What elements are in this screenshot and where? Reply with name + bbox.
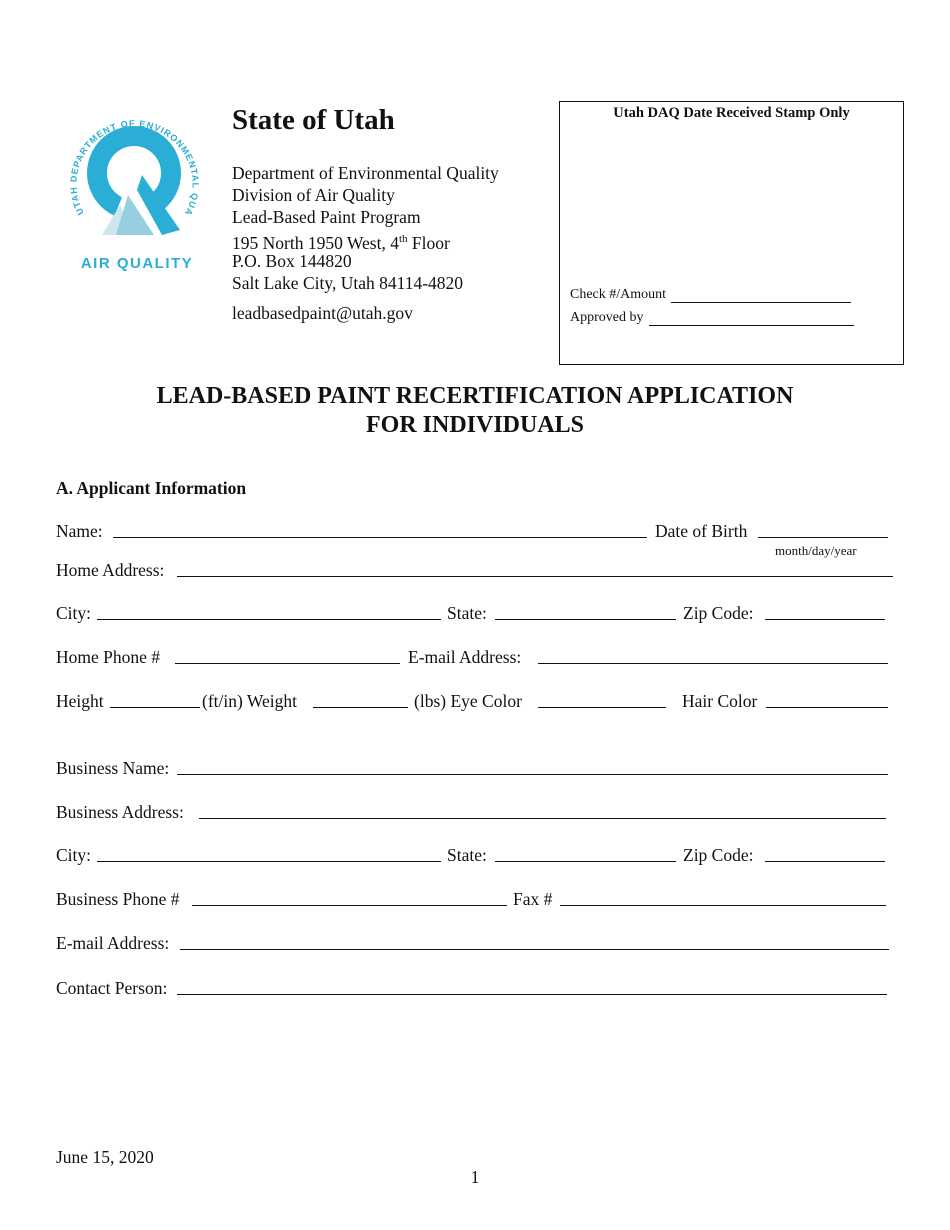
- approved-by-label: Approved by: [570, 310, 644, 325]
- city-field[interactable]: [97, 603, 441, 620]
- business-address-field[interactable]: [199, 802, 886, 819]
- air-quality-logo-icon: [62, 95, 207, 255]
- address-line: Division of Air Quality: [232, 185, 395, 205]
- business-city-label: City:: [56, 845, 92, 865]
- fax-field[interactable]: [560, 889, 886, 906]
- weight-label: (ft/in) Weight: [202, 691, 297, 711]
- address-line: Salt Lake City, Utah 84114-4820: [232, 273, 464, 293]
- business-address-label: Business Address:: [56, 802, 184, 822]
- dob-hint: month/day/year: [775, 543, 857, 558]
- height-label: Height: [56, 691, 104, 711]
- address-line: P.O. Box 144820: [232, 251, 352, 271]
- stamp-box: [559, 101, 904, 365]
- fax-label: Fax #: [513, 889, 553, 909]
- business-phone-field[interactable]: [192, 889, 507, 906]
- program-email: leadbasedpaint@utah.gov: [232, 303, 413, 323]
- business-state-field[interactable]: [495, 845, 676, 862]
- eye-color-field[interactable]: [538, 691, 666, 708]
- contact-person-label: Contact Person:: [56, 978, 168, 998]
- home-address-label: Home Address:: [56, 560, 165, 580]
- zip-field[interactable]: [765, 603, 885, 620]
- check-amount-field[interactable]: [671, 289, 851, 303]
- daq-logo: [62, 95, 207, 285]
- check-amount-label: Check #/Amount: [570, 287, 667, 302]
- dob-field[interactable]: [758, 521, 888, 538]
- revision-date: June 15, 2020: [56, 1147, 154, 1167]
- home-address-field[interactable]: [177, 560, 893, 577]
- state-field[interactable]: [495, 603, 676, 620]
- contact-person-field[interactable]: [177, 978, 887, 995]
- logo-caption: AIR QUALITY: [80, 255, 194, 272]
- home-phone-label: Home Phone #: [56, 647, 161, 667]
- city-label: City:: [56, 603, 92, 623]
- section-heading: A. Applicant Information: [56, 478, 247, 498]
- address-line: 195 North 1950 West, 4th Floor: [232, 232, 450, 253]
- hair-color-field[interactable]: [766, 691, 888, 708]
- state-heading: State of Utah: [232, 104, 395, 136]
- height-field[interactable]: [110, 691, 200, 708]
- name-field[interactable]: [113, 521, 647, 538]
- hair-color-label: Hair Color: [682, 691, 758, 711]
- business-email-label: E-mail Address:: [56, 933, 170, 953]
- approved-by-field[interactable]: [649, 312, 854, 326]
- business-name-label: Business Name:: [56, 758, 170, 778]
- dob-label: Date of Birth: [655, 521, 748, 541]
- page-number: 1: [470, 1167, 480, 1187]
- address-line: Department of Environmental Quality: [232, 163, 499, 183]
- stamp-title: Utah DAQ Date Received Stamp Only: [613, 105, 850, 121]
- business-name-field[interactable]: [177, 758, 888, 775]
- eye-color-label: (lbs) Eye Color: [414, 691, 522, 711]
- svg-text:UTAH DEPARTMENT OF ENVIRONMENT: UTAH DEPARTMENT OF ENVIRONMENTAL QUA: [68, 118, 201, 218]
- business-phone-label: Business Phone #: [56, 889, 180, 909]
- email-field[interactable]: [538, 647, 888, 664]
- name-label: Name:: [56, 521, 103, 541]
- address-line: Lead-Based Paint Program: [232, 207, 421, 227]
- state-label: State:: [447, 603, 487, 623]
- business-city-field[interactable]: [97, 845, 441, 862]
- business-state-label: State:: [447, 845, 487, 865]
- zip-label: Zip Code:: [683, 603, 754, 623]
- business-zip-label: Zip Code:: [683, 845, 754, 865]
- business-zip-field[interactable]: [765, 845, 885, 862]
- business-email-field[interactable]: [180, 933, 889, 950]
- weight-field[interactable]: [313, 691, 408, 708]
- home-phone-field[interactable]: [175, 647, 400, 664]
- email-label: E-mail Address:: [408, 647, 522, 667]
- form-title: LEAD-BASED PAINT RECERTIFICATION APPLICATION FOR INDIVIDUALS: [156, 383, 794, 438]
